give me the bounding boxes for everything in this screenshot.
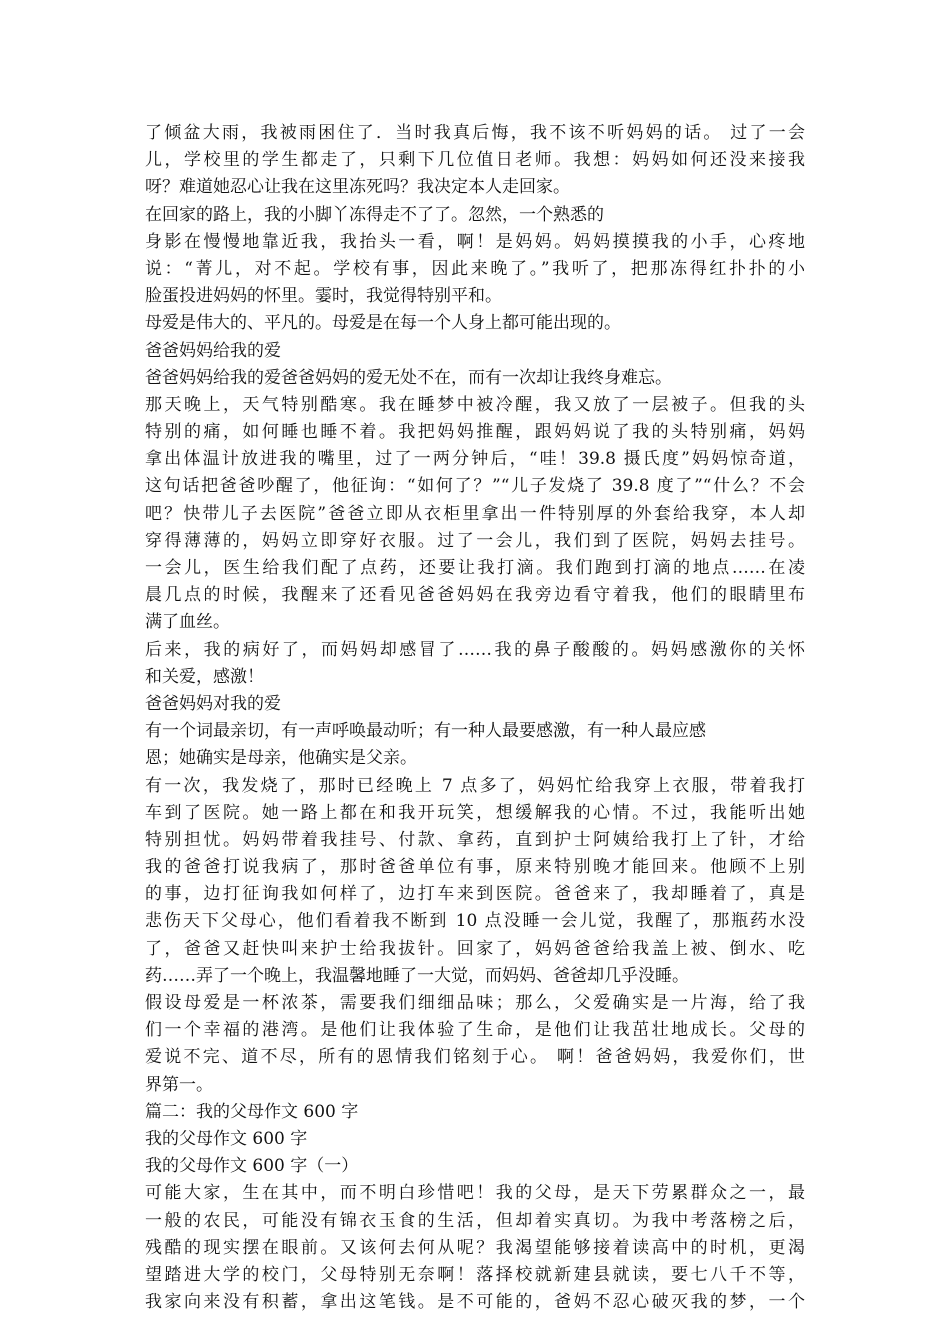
text-line: 可能大家，生在其中，而不明白珍惜吧！我的父母，是天下劳累群众之一，最 <box>145 1183 805 1204</box>
text-line: 在回家的路上，我的小脚丫冻得走不了了。忽然，一个熟悉的 <box>145 204 604 225</box>
text-line: 母爱是伟大的、平凡的。母爱是在每一个人身上都可能出现的。 <box>145 313 621 334</box>
text-line: 满了血丝。 <box>145 612 230 633</box>
text-line: 车到了医院。她一路上都在和我开玩笑，想缓解我的心情。不过，我能听出她 <box>145 802 805 823</box>
text-line: 爸爸妈妈给我的爱爸爸妈妈的爱无处不在，而有一次却让我终身难忘。 <box>145 367 672 388</box>
text-line: 我的父母作文 600 字 <box>145 1128 308 1149</box>
text-line: 篇二：我的父母作文 600 字 <box>145 1101 359 1122</box>
text-line: 恩；她确实是母亲，他确实是父亲。 <box>145 748 417 769</box>
text-line: 爱说不完、道不尽，所有的恩情我们铭刻于心。 啊！爸爸妈妈，我爱你们，世 <box>145 1047 805 1068</box>
text-line: 这句话把爸爸吵醒了，他征询：“如何了？”“儿子发烧了 39.8 度了”“什么？不会 <box>145 476 805 497</box>
text-line: 有一个词最亲切，有一声呼唤最动听；有一种人最要感激，有一种人最应感 <box>145 721 706 742</box>
document-page <box>145 120 805 1316</box>
text-line: 吧？快带儿子去医院”爸爸立即从衣柜里拿出一件特别厚的外套给我穿，本人却 <box>145 503 805 524</box>
text-line: 悲伤天下父母心，他们看着我不断到 10 点没睡一会儿觉，我醒了，那瓶药水没 <box>145 911 805 932</box>
text-line: 一会儿，医生给我们配了点药，还要让我打滴。我们跑到打滴的地点……在凌 <box>145 558 805 578</box>
text-line: 说：“菁儿，对不起。学校有事，因此来晚了。”我听了，把那冻得红扑扑的小 <box>145 258 805 279</box>
text-line: 了，爸爸又赶快叫来护士给我拔针。回家了，妈妈爸爸给我盖上被、倒水、吃 <box>145 938 805 959</box>
text-line: 的事，边打征询我如何样了，边打车来到医院。爸爸来了，我却睡着了，真是 <box>145 884 805 905</box>
text-line: 儿，学校里的学生都走了，只剩下几位值日老师。我想：妈妈如何还没来接我 <box>145 150 805 171</box>
text-line: 和关爱，感激！ <box>145 666 264 687</box>
text-line: 拿出体温计放进我的嘴里，过了一两分钟后，“哇！39.8 摄氏度”妈妈惊奇道， <box>145 449 805 470</box>
text-line: 后来，我的病好了，而妈妈却感冒了……我的鼻子酸酸的。妈妈感激你的关怀 <box>145 639 805 660</box>
text-line: 一般的农民，可能没有锦衣玉食的生活，但却着实真切。为我中考落榜之后， <box>145 1210 805 1231</box>
text-line: 界第一。 <box>145 1074 213 1095</box>
text-line: 身影在慢慢地靠近我，我抬头一看，啊！是妈妈。妈妈摸摸我的小手，心疼地 <box>145 231 805 252</box>
text-line: 残酷的现实摆在眼前。又该何去何从呢？我渴望能够接着读高中的时机，更渴 <box>145 1237 805 1258</box>
text-line: 我的父母作文 600 字（一） <box>145 1156 359 1177</box>
text-line: 有一次，我发烧了，那时已经晚上 7 点多了，妈妈忙给我穿上衣服，带着我打 <box>145 775 805 796</box>
text-line: 爸爸妈妈给我的爱 <box>145 340 281 361</box>
text-line: 们一个幸福的港湾。是他们让我体验了生命，是他们让我茁壮地成长。父母的 <box>145 1020 805 1041</box>
text-line: 爸爸妈妈对我的爱 <box>145 693 281 714</box>
text-line: 呀？难道她忍心让我在这里冻死吗？我决定本人走回家。 <box>145 177 570 198</box>
text-line: 我的爸爸打说我病了，那时爸爸单位有事，原来特别晚才能回来。他顾不上别 <box>145 857 805 878</box>
text-line: 望踏进大学的校门，父母特别无奈啊！落择校就新建县就读，要七八千不等， <box>145 1264 805 1285</box>
text-line: 脸蛋投进妈妈的怀里。霎时，我觉得特别平和。 <box>145 286 502 307</box>
text-line: 那天晚上，天气特别酷寒。我在睡梦中被冷醒，我又放了一层被子。但我的头 <box>145 394 805 415</box>
text-line: 我家向来没有积蓄，拿出这笔钱。是不可能的，爸妈不忍心破灭我的梦，一个 <box>145 1292 805 1313</box>
text-line: 晨几点的时候，我醒来了还看见爸爸妈妈在我旁边看守着我，他们的眼睛里布 <box>145 585 805 606</box>
text-line: 穿得薄薄的，妈妈立即穿好衣服。过了一会儿，我们到了医院，妈妈去挂号。 <box>145 530 805 551</box>
text-line: 假设母爱是一杯浓茶，需要我们细细品味；那么，父爱确实是一片海，给了我 <box>145 993 805 1013</box>
text-line: 药……弄了一个晚上，我温馨地睡了一大觉，而妈妈、爸爸却几乎没睡。 <box>145 965 689 986</box>
text-line: 了倾盆大雨，我被雨困住了．当时我真后悔，我不该不听妈妈的话。 过了一会 <box>145 123 805 143</box>
text-line: 特别担忧。妈妈带着我挂号、付款、拿药，直到护士阿姨给我打上了针，才给 <box>145 829 805 850</box>
text-line: 特别的痛，如何睡也睡不着。我把妈妈推醒，跟妈妈说了我的头特别痛，妈妈 <box>145 422 805 443</box>
